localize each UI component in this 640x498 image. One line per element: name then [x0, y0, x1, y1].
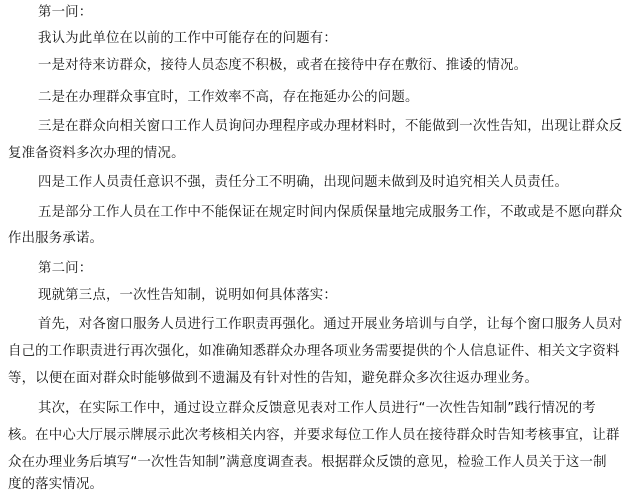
paragraph-problem-4: 四是工作人员责任意识不强，责任分工不明确，出现问题未做到及时追究相关人员责任。	[38, 175, 569, 190]
paragraph-problem-2: 二是在办理群众事宜时，工作效率不高，存在拖延办公的问题。	[38, 90, 419, 105]
section-heading-first-question: 第一问：	[38, 5, 93, 20]
paragraph-implementation-intro: 现就第三点，一次性告知制，说明如何具体落实：	[38, 288, 337, 303]
section-heading-second-question: 第二问：	[38, 261, 93, 276]
paragraph-second-step-line-4: 度的落实情况。	[8, 477, 104, 492]
paragraph-first-step-line-2: 自己的工作职责进行再次强化，如准确知悉群众办理各项业务需要提供的个人信息证件、相关文字资料	[8, 344, 620, 359]
paragraph-second-step-line-3: 众在办理业务后填写“一次性告知制”满意度调查表。根据群众反馈的意见，检验工作人员关于这一制	[8, 455, 607, 470]
paragraph-first-step-line-1: 首先，对各窗口服务人员进行工作职责再强化。通过开展业务培训与自学，让每个窗口服务人员对	[38, 317, 623, 332]
paragraph-intro-problems: 我认为此单位在以前的工作中可能存在的问题有：	[38, 31, 337, 46]
paragraph-problem-5-line-2: 作出服务承诺。	[8, 231, 104, 246]
paragraph-first-step-line-3: 等，以便在面对群众时能够做到不遗漏及有针对性的告知，避免群众多次往返办理业务。	[8, 371, 539, 386]
paragraph-problem-1: 一是对待来访群众，接待人员态度不积极，或者在接待中存在敷衍、推诿的情况。	[38, 58, 528, 73]
paragraph-second-step-line-1: 其次，在实际工作中，通过设立群众反馈意见表对工作人员进行“一次性告知制”践行情况的考	[38, 401, 596, 416]
paragraph-problem-3-line-2: 复准备资料多次办理的情况。	[8, 146, 185, 161]
paragraph-problem-5-line-1: 五是部分工作人员在工作中不能保证在规定时间内保质保量地完成服务工作，不敢或是不愿向群众	[38, 205, 623, 220]
paragraph-problem-3-line-1: 三是在群众向相关窗口工作人员询问办理程序或办理材料时，不能做到一次性告知，出现让群众反	[38, 119, 623, 134]
paragraph-second-step-line-2: 核。在中心大厅展示牌展示此次考核相关内容，并要求每位工作人员在接待群众时告知考核事宜，让群	[8, 428, 620, 443]
